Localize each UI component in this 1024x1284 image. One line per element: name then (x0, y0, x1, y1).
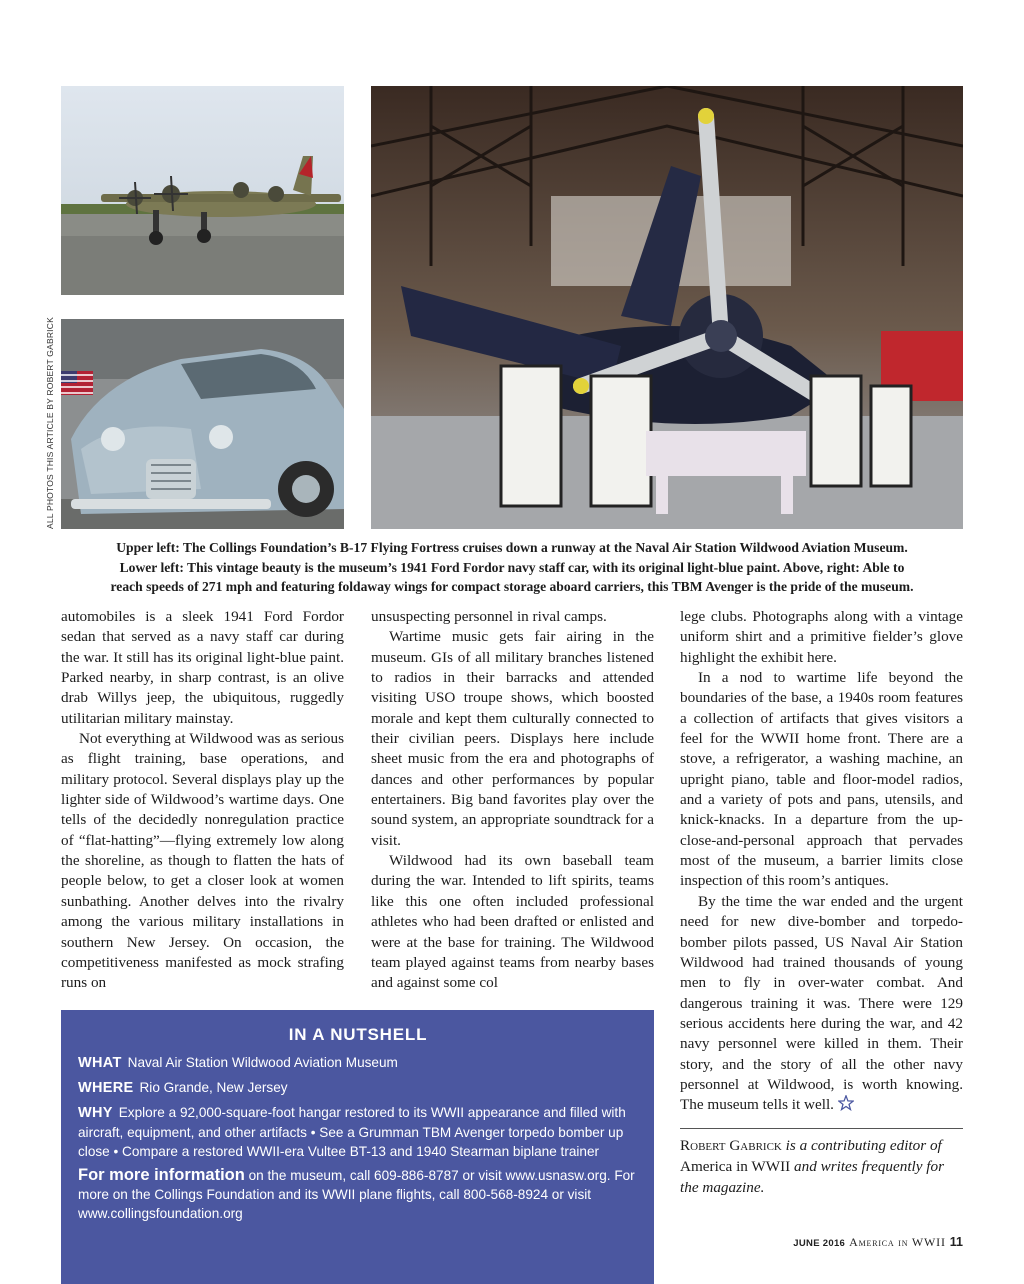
where-label: WHERE (78, 1080, 134, 1096)
paragraph: In a nod to wartime life beyond the boundaries of the base, a 1940s room features a collection of artifacts that gives visitors a feel for the WWII home front. There are a stove, a refrigerator, a washing machine, an upright piano, table and floor-model radios, and a variety of pots and pans, utensils, and knick-knacks. In a departure from the up-close-and-personal approach that pervades most of the museum, a barrier limits close inspection of this room’s antiques. (680, 669, 963, 890)
paragraph: Wildwood had its own baseball team during the war. Intended to lift spirits, teams like this one often included professional athletes who had been drafted or enlisted and were at the base for training. The Wildwood team played against teams from nearby bases and against some col (371, 852, 654, 992)
nutshell-box (61, 1010, 654, 1284)
end-star-icon (838, 1095, 854, 1111)
article-column-3 (680, 607, 963, 1198)
bio-text: is a contributing editor of (781, 1136, 942, 1154)
paragraph: Wartime music gets fair airing in the museum. GIs of all military branches listened to radios in their barracks and attended visiting USO troupe shows, which boosted morale and kept them culturally connected to their civilian peers. Displays here include sheet music from the era and photographs of dances and other performances by popular entertainers. Big band favorites play over the sound system, an appropriate soundtrack for a visit. (371, 628, 654, 849)
caption-line: reach speeds of 271 mph and featuring foldaway wings for compact storage aboard carriers, this TBM Avenger is the pride of the museum. (110, 579, 914, 594)
bio-text: and writes frequently for the magazine. (680, 1157, 945, 1196)
more-info-value: on the museum, call 609-886-8787 or visit www.usnasw.org. For more on the Collings Foundation and its WWII plane flights, call 800-568-8924 or visit www.collingsfoundation.org (78, 1168, 635, 1221)
what-value: Naval Air Station Wildwood Aviation Museum (127, 1055, 398, 1070)
author-name: Robert Gabrick (680, 1136, 782, 1154)
paragraph: automobiles is a sleek 1941 Ford Fordor sedan that served as a navy staff car during the war. It still has its original light-blue paint. Parked nearby, in sharp contrast, is an olive drab Willys jeep, the ubiquitous, ruggedly utilitarian military mainstay. (61, 608, 344, 727)
why-label: WHY (78, 1105, 113, 1121)
page-number: 11 (949, 1235, 963, 1249)
bio-divider (680, 1128, 963, 1129)
nutshell-title: IN A NUTSHELL (288, 1025, 428, 1044)
magazine-name: America in WWII (849, 1235, 946, 1249)
b17-photo (61, 86, 344, 295)
paragraph: Not everything at Wildwood was as serious as flight training, base operations, and military protocol. Several displays play up the lighter side of Wildwood’s wartime days. One tells of the decidedly nonregulation practice of “flat-hatting”—flying extremely low along the shoreline, as though to flatten the hats of people below, to get a closer look at women sunbathing. Another delves into the rivalry among the various military installations in southern New Jersey. On occasion, the competitiveness manifested as mock strafing runs on (61, 730, 344, 992)
nutshell-what (78, 1053, 638, 1073)
photo-credit: ALL PHOTOS THIS ARTICLE BY ROBERT GABRICK (45, 317, 55, 529)
article-column-1 (61, 607, 344, 994)
article-column-2 (371, 607, 654, 994)
bio-magazine: America in WWII (680, 1157, 791, 1175)
issue-date: JUNE 2016 (793, 1238, 846, 1249)
caption-line: Lower left: This vintage beauty is the museum’s 1941 Ford Fordor navy staff car, with its original light-blue paint. Above, right: Able to (119, 559, 905, 575)
closing-text: By the time the war ended and the urgent need for new dive-bomber and torpedo-bomber pilots passed, US Naval Air Station Wildwood had trained thousands of young men to fly in over-water combat. And dangerous training it was. There were 129 serious accidents here during the war, and 42 navy personnel were killed in them. Their story, and the story of all the other navy personnel at Wildwood, is worth knowing. The museum tells it well. (680, 892, 963, 1114)
nutshell-why (78, 1103, 638, 1161)
paragraph: unsuspecting personnel in rival camps. (371, 608, 607, 625)
staff-car-photo (61, 319, 344, 529)
tbm-avenger-photo (371, 86, 963, 529)
why-value: Explore a 92,000-square-foot hangar restored to its WWII appearance and filled with aircraft, equipment, and other artifacts • See a Grumman TBM Avenger torpedo bomber up close • Compare a restored WWII-era Vultee BT-13 and 1940 Stearman biplane trainer (78, 1105, 626, 1159)
paragraph: lege clubs. Photographs along with a vintage uniform shirt and a primitive fielder’s glove highlight the exhibit here. (680, 608, 963, 666)
where-value: Rio Grande, New Jersey (139, 1080, 288, 1095)
nutshell-more-info (78, 1166, 638, 1223)
what-label: WHAT (78, 1055, 122, 1071)
author-bio (680, 1135, 963, 1198)
photo-caption (61, 538, 963, 597)
page-footer (793, 1235, 963, 1250)
paragraph (680, 892, 963, 1116)
caption-line: Upper left: The Collings Foundation’s B-17 Flying Fortress cruises down a runway at the Naval Air Station Wildwood Aviation Museum. (116, 540, 908, 555)
nutshell-where (78, 1078, 638, 1098)
more-info-label: For more information (78, 1166, 245, 1184)
